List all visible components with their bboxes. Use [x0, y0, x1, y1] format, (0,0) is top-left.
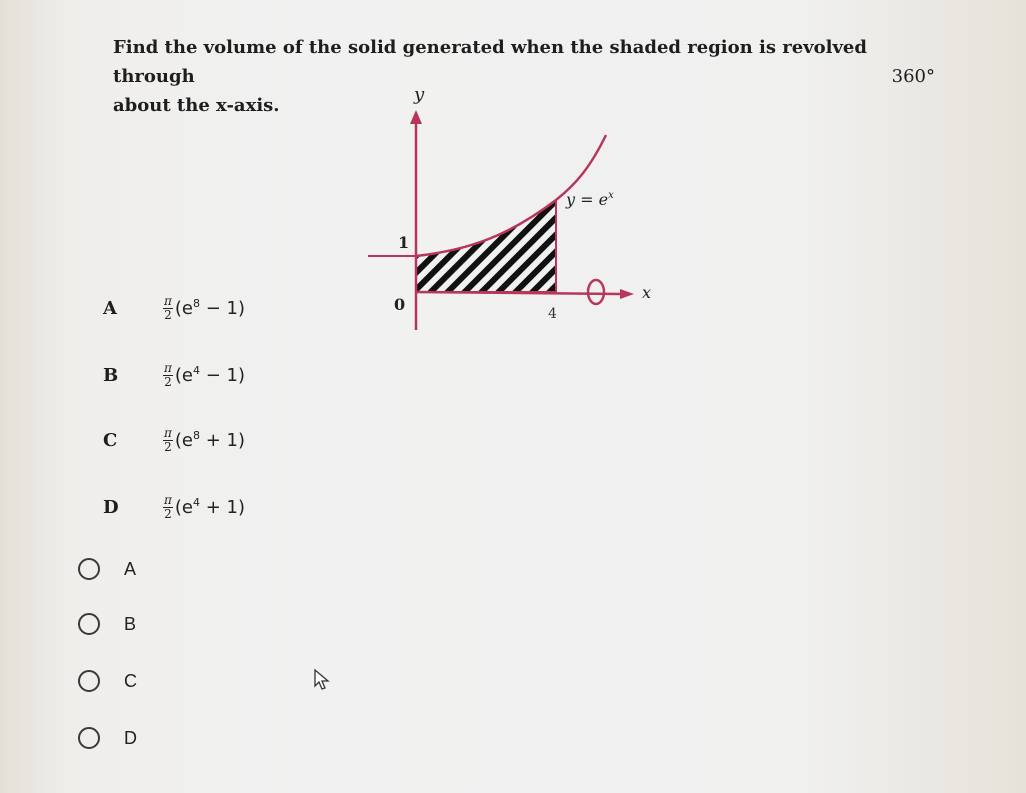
choice-b [103, 360, 245, 390]
option-label: A [124, 558, 137, 579]
x-axis-arrow-icon [620, 289, 634, 299]
radio-button-b[interactable] [78, 613, 100, 635]
choice-letter: D [103, 496, 119, 518]
option-label: C [124, 670, 137, 691]
option-b[interactable] [78, 609, 136, 639]
choice-letter: B [103, 364, 119, 386]
y-axis-label: y [414, 84, 425, 105]
tick-label-x-4: 4 [548, 306, 557, 322]
curve-label: $y = e^x$ [566, 190, 614, 209]
question-line-1: Find the volume of the solid generated when the shaded region is revolved through [113, 37, 867, 87]
choice-d [103, 492, 245, 522]
x-axis [416, 292, 620, 294]
option-d[interactable] [78, 723, 137, 753]
choice-letter: C [103, 429, 118, 451]
origin-label: 0 [394, 295, 406, 314]
rotation-icon [588, 280, 604, 304]
region-graph [350, 80, 670, 340]
choice-expression: $(e^4 - 1)$ [174, 364, 245, 386]
option-label: D [124, 727, 137, 748]
choice-expression: $(e^8 - 1)$ [174, 297, 245, 319]
option-a[interactable] [78, 554, 136, 584]
tick-label-y-1: 1 [398, 233, 410, 252]
question-degree: 360° [891, 66, 935, 87]
choice-expression: $(e^4 + 1)$ [174, 496, 245, 518]
mouse-cursor-icon [313, 668, 333, 692]
choice-letter: A [103, 297, 117, 319]
choice-expression: $(e^8 + 1)$ [174, 429, 245, 451]
question-line-2: about the x-axis. [113, 95, 280, 116]
radio-button-c[interactable] [78, 670, 100, 692]
choice-a [103, 293, 245, 323]
radio-button-d[interactable] [78, 727, 100, 749]
x-axis-label: x [642, 283, 652, 302]
radio-button-a[interactable] [78, 558, 100, 580]
fraction: $\frac{\pi}{2}$ [164, 293, 172, 322]
option-c[interactable] [78, 666, 137, 696]
fraction: $\frac{\pi}{2}$ [164, 425, 172, 454]
choice-c [103, 425, 245, 455]
option-label: B [124, 613, 137, 634]
y-axis-arrow-icon [410, 110, 422, 124]
fraction: $\frac{\pi}{2}$ [164, 492, 172, 521]
fraction: $\frac{\pi}{2}$ [164, 360, 172, 389]
